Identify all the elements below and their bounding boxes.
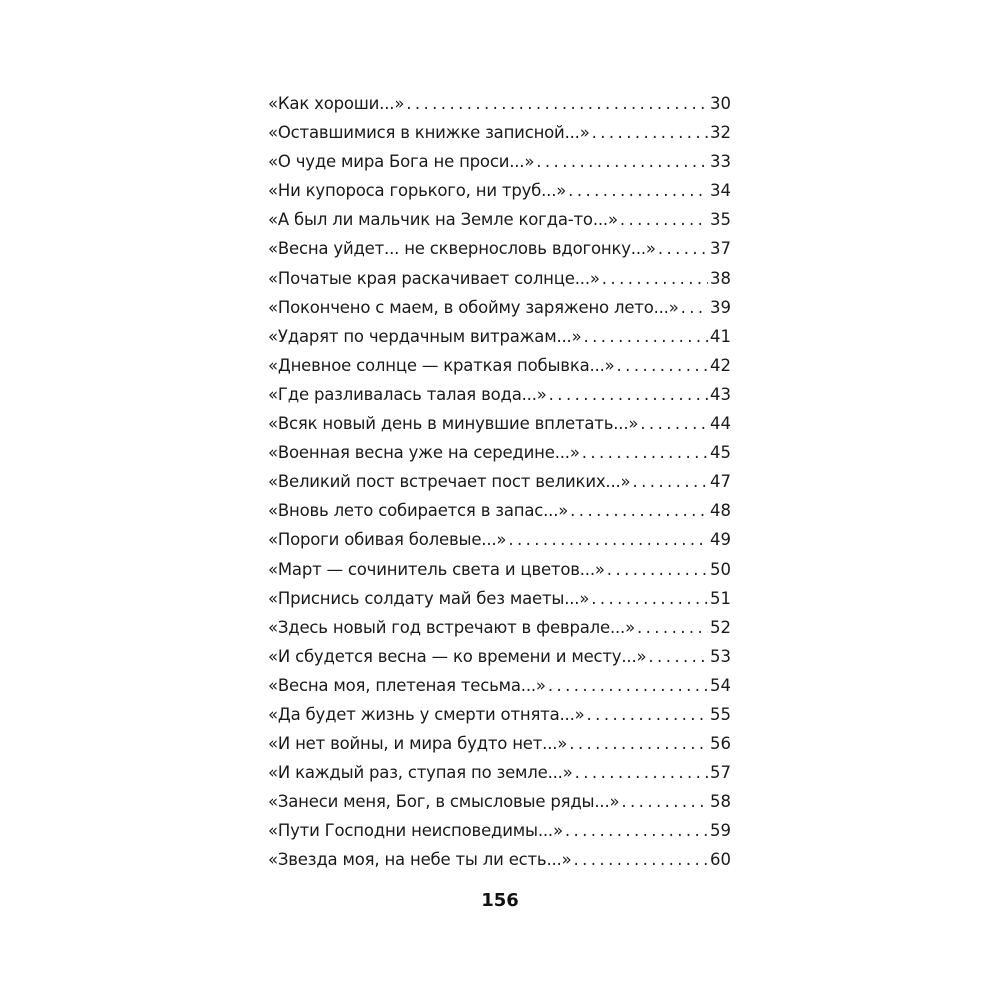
toc-entry [268, 409, 731, 438]
toc-dot-leader [621, 787, 708, 816]
toc-entry-page: 50 [710, 559, 731, 579]
toc-dot-leader [620, 205, 708, 234]
toc-entry-title: «Весна уйдет... не сквернословь вдогонку...» [268, 239, 656, 259]
toc-dot-leader [592, 118, 708, 147]
toc-entry [268, 118, 731, 147]
toc-entry [268, 816, 731, 845]
toc-entry [268, 293, 731, 322]
toc-dot-leader [591, 584, 708, 613]
toc-entry [268, 729, 731, 758]
toc-entry-page: 33 [710, 152, 731, 172]
page-number: 156 [481, 890, 519, 911]
toc-entry-title: «Весна моя, плетеная тесьма...» [268, 675, 546, 695]
toc-entry-title: «Март — сочинитель света и цветов...» [268, 559, 605, 579]
toc-entry-title: «Оставшимися в книжке записной...» [268, 123, 590, 143]
toc-entry-title: «Дневное солнце — краткая побывка...» [268, 355, 615, 375]
toc-entry [268, 496, 731, 525]
toc-entry [268, 205, 731, 234]
toc-entry-title: «Занеси меня, Бог, в смысловые ряды...» [268, 792, 620, 812]
toc-dot-leader [508, 525, 708, 554]
toc-entry-title: «Звезда моя, на небе ты ли есть...» [268, 850, 572, 870]
toc-entry [268, 147, 731, 176]
toc-entry-page: 45 [710, 443, 731, 463]
toc-entry-page: 55 [710, 704, 731, 724]
toc-dot-leader [568, 176, 708, 205]
toc-dot-leader [681, 293, 708, 322]
toc-entry-title: «Ударят по чердачным витражам...» [268, 326, 582, 346]
toc-entry-title: «Великий пост встречает пост великих...» [268, 472, 631, 492]
toc-entry-title: «Початые края раскачивает солнце...» [268, 268, 600, 288]
toc-entry-page: 38 [710, 268, 731, 288]
table-of-contents [268, 89, 731, 875]
toc-entry-page: 43 [710, 384, 731, 404]
toc-entry [268, 438, 731, 467]
toc-entry [268, 467, 731, 496]
toc-entry-title: «Вновь лето собирается в запас...» [268, 501, 569, 521]
toc-dot-leader [565, 816, 708, 845]
toc-dot-leader [549, 380, 708, 409]
toc-entry-title: «А был ли мальчик на Земле когда-то...» [268, 210, 618, 230]
toc-entry-title: «Пути Господни неисповедимы...» [268, 821, 563, 841]
toc-entry-page: 41 [710, 326, 731, 346]
toc-entry-title: «И нет войны, и мира будто нет...» [268, 734, 568, 754]
toc-dot-leader [548, 671, 708, 700]
toc-entry-page: 56 [710, 734, 731, 754]
toc-dot-leader [584, 322, 709, 351]
toc-dot-leader [637, 613, 708, 642]
toc-entry [268, 584, 731, 613]
toc-entry-title: «И каждый раз, ступая по земле...» [268, 763, 573, 783]
toc-entry-title: «Где разливалась талая вода...» [268, 384, 547, 404]
toc-entry-page: 52 [710, 617, 731, 637]
toc-entry-page: 53 [710, 646, 731, 666]
toc-entry [268, 555, 731, 584]
toc-entry-title: «Да будет жизнь у смерти отнята...» [268, 704, 585, 724]
toc-dot-leader [658, 234, 708, 263]
toc-entry-page: 60 [710, 850, 731, 870]
toc-entry-title: «Покончено с маем, в обойму заряжено лето...» [268, 297, 679, 317]
toc-entry [268, 525, 731, 554]
toc-entry-title: «Здесь новый год встречают в феврале...» [268, 617, 635, 637]
toc-dot-leader [640, 409, 708, 438]
toc-entry-page: 34 [710, 181, 731, 201]
toc-entry [268, 89, 731, 118]
toc-entry-page: 47 [710, 472, 731, 492]
toc-entry [268, 322, 731, 351]
toc-dot-leader [574, 845, 709, 874]
toc-entry-title: «Ни купороса горького, ни труб...» [268, 181, 567, 201]
toc-entry-title: «Пороги обивая болевые...» [268, 530, 507, 550]
toc-entry-page: 54 [710, 675, 731, 695]
toc-dot-leader [570, 496, 708, 525]
toc-entry-title: «Всяк новый день в минувшие вплетать...» [268, 414, 639, 434]
toc-entry [268, 351, 731, 380]
toc-dot-leader [569, 729, 708, 758]
toc-entry-title: «Как хороши...» [268, 94, 405, 113]
toc-entry-title: «О чуде мира Бога не проси...» [268, 152, 535, 172]
toc-dot-leader [607, 555, 708, 584]
toc-dot-leader [648, 642, 708, 671]
toc-entry [268, 613, 731, 642]
toc-entry-page: 42 [710, 355, 731, 375]
toc-entry-page: 58 [710, 792, 731, 812]
toc-entry [268, 700, 731, 729]
toc-dot-leader [575, 758, 708, 787]
toc-entry [268, 642, 731, 671]
toc-dot-leader [582, 438, 708, 467]
toc-entry [268, 234, 731, 263]
toc-entry-page: 44 [710, 414, 731, 434]
toc-dot-leader [617, 351, 708, 380]
toc-dot-leader [587, 700, 708, 729]
toc-entry [268, 671, 731, 700]
toc-entry [268, 758, 731, 787]
toc-entry [268, 380, 731, 409]
toc-dot-leader [602, 264, 708, 293]
toc-entry-page: 30 [710, 94, 731, 113]
toc-entry [268, 264, 731, 293]
toc-dot-leader [406, 89, 708, 118]
toc-entry-page: 49 [710, 530, 731, 550]
toc-entry-page: 57 [710, 763, 731, 783]
toc-dot-leader [536, 147, 708, 176]
toc-entry-page: 48 [710, 501, 731, 521]
toc-entry [268, 176, 731, 205]
toc-entry-page: 39 [710, 297, 731, 317]
toc-entry-page: 32 [710, 123, 731, 143]
toc-entry-page: 59 [710, 821, 731, 841]
toc-entry-title: «И сбудется весна — ко времени и месту...» [268, 646, 647, 666]
toc-entry [268, 787, 731, 816]
toc-entry-page: 37 [710, 239, 731, 259]
toc-entry [268, 845, 731, 874]
toc-entry-page: 51 [710, 588, 731, 608]
toc-dot-leader [632, 467, 708, 496]
toc-entry-title: «Военная весна уже на середине...» [268, 443, 580, 463]
toc-entry-page: 35 [710, 210, 731, 230]
toc-entry-title: «Приснись солдату май без маеты...» [268, 588, 590, 608]
